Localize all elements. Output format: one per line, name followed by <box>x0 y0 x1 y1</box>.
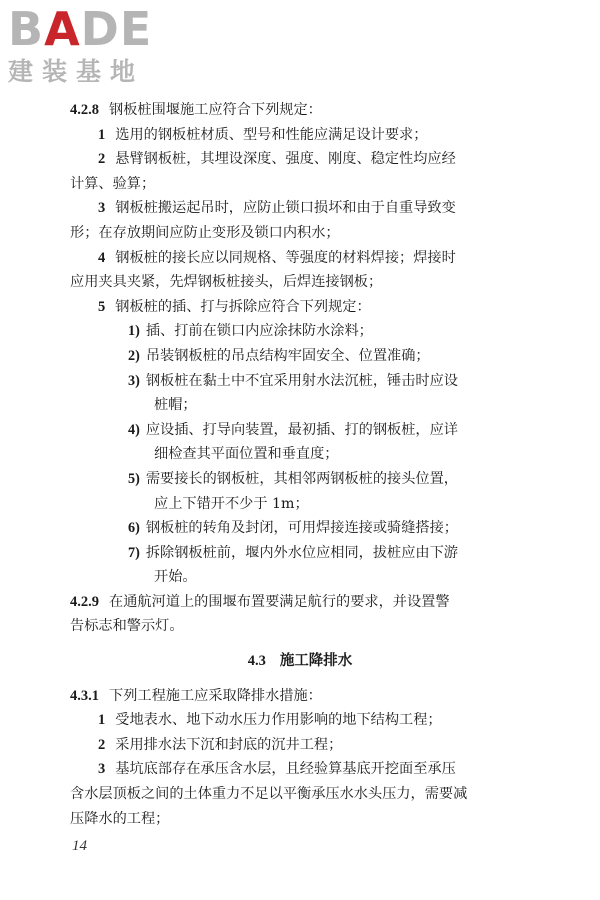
clause-text: 下列工程施工应采取降排水措施： <box>109 687 322 704</box>
subitem-line <box>70 516 530 541</box>
subitem-text: 钢板桩在黏土中不宜采用射水法沉桩，锤击时应设 <box>145 372 458 389</box>
item-continuation: 形；在存放期间应防止变形及锁口内积水； <box>70 224 340 241</box>
item-number: 4 <box>98 249 106 266</box>
subitem-continuation: 应上下错开不少于 1m； <box>154 495 309 512</box>
clause-heading <box>70 590 530 615</box>
section-title-text: 施工降排水 <box>279 652 353 670</box>
clause-continuation: 告标志和警示灯。 <box>70 618 184 635</box>
item-line <box>70 246 530 271</box>
subitem-line <box>70 369 530 394</box>
item-continuation: 计算、验算； <box>70 175 156 192</box>
clause-heading <box>70 98 530 123</box>
item-number: 3 <box>98 200 106 217</box>
item-line <box>70 147 530 172</box>
logo-wordmark <box>8 4 178 54</box>
subitem-number: 7) <box>128 544 140 561</box>
item-line <box>70 295 530 320</box>
clause-text: 钢板桩围堰施工应符合下列规定： <box>109 102 322 118</box>
section-title <box>70 649 530 674</box>
item-text: 钢板桩的接长应以同规格、等强度的材料焊接；焊接时 <box>115 249 456 266</box>
logo-letter-b: B <box>8 2 45 56</box>
item-text: 受地表水、地下动水压力作用影响的地下结构工程； <box>115 712 442 729</box>
subitem-line <box>70 319 530 344</box>
logo-chinese-text: 建装基地 <box>8 57 145 86</box>
clause-heading <box>70 684 530 709</box>
subitem-continuation: 桩帽； <box>154 397 197 414</box>
item-text: 基坑底部存在承压含水层，且经验算基底开挖面至承压 <box>115 761 456 778</box>
item-line <box>70 196 530 221</box>
subitem-number: 4) <box>128 421 140 438</box>
subitem-text: 应设插、打导向装置，最初插、打的钢板桩，应详 <box>145 421 458 438</box>
clause-number: 4.2.9 <box>70 593 99 610</box>
subitem-number: 2) <box>128 347 140 364</box>
subitem-number: 6) <box>128 520 140 537</box>
logo-letter-a: A <box>44 2 81 56</box>
page-number: 14 <box>72 838 87 854</box>
item-line <box>70 123 530 148</box>
subitem-line <box>70 467 530 492</box>
item-number: 3 <box>98 761 106 778</box>
clause-number: 4.2.8 <box>70 102 99 118</box>
item-line <box>70 733 530 758</box>
item-line <box>70 708 530 733</box>
item-continuation: 压降水的工程； <box>70 810 170 827</box>
subitem-continuation: 细检查其平面位置和垂直度； <box>154 446 339 463</box>
clause-number: 4.3.1 <box>70 687 99 704</box>
item-number: 1 <box>98 126 106 143</box>
item-number: 1 <box>98 712 106 729</box>
item-number: 2 <box>98 736 106 753</box>
item-text: 采用排水法下沉和封底的沉井工程； <box>115 736 343 753</box>
subitem-continuation: 开始。 <box>154 569 197 586</box>
subitem-text: 拆除钢板桩前，堰内外水位应相同，拔桩应由下游 <box>145 544 458 561</box>
subitem-number: 1) <box>128 323 140 340</box>
item-number: 5 <box>98 298 106 315</box>
item-continuation: 含水层顶板之间的土体重力不足以平衡承压水水头压力，需要减 <box>70 786 468 803</box>
item-text: 钢板桩搬运起吊时，应防止锁口损坏和由于自重导致变 <box>115 200 456 217</box>
item-line <box>70 757 530 782</box>
section-number: 4.3 <box>247 653 266 670</box>
item-text: 钢板桩的插、打与拆除应符合下列规定： <box>115 298 371 315</box>
page-body <box>70 98 530 831</box>
subitem-line <box>70 541 530 566</box>
clause-text: 在通航河道上的围堰布置要满足航行的要求，并设置警 <box>109 593 450 610</box>
subitem-text: 需要接长的钢板桩，其相邻两钢板桩的接头位置， <box>145 470 458 487</box>
subitem-line <box>70 344 530 369</box>
subitem-line <box>70 418 530 443</box>
subitem-number: 3) <box>128 372 140 389</box>
item-text: 悬臂钢板桩，其埋设深度、强度、刚度、稳定性均应经 <box>115 151 456 168</box>
subitem-text: 钢板桩的转角及封闭，可用焊接连接或骑缝搭接； <box>145 520 458 537</box>
subitem-number: 5) <box>128 470 140 487</box>
item-number: 2 <box>98 151 106 168</box>
item-continuation: 应用夹具夹紧，先焊钢板桩接头，后焊连接钢板； <box>70 274 383 291</box>
item-text: 选用的钢板桩材质、型号和性能应满足设计要求； <box>115 126 428 143</box>
subitem-text: 插、打前在锁口内应涂抹防水涂料； <box>145 323 373 340</box>
subitem-text: 吊装钢板桩的吊点结构牢固安全、位置准确； <box>145 347 430 364</box>
logo-letters-de: DE <box>80 2 153 56</box>
bade-logo <box>8 4 178 90</box>
